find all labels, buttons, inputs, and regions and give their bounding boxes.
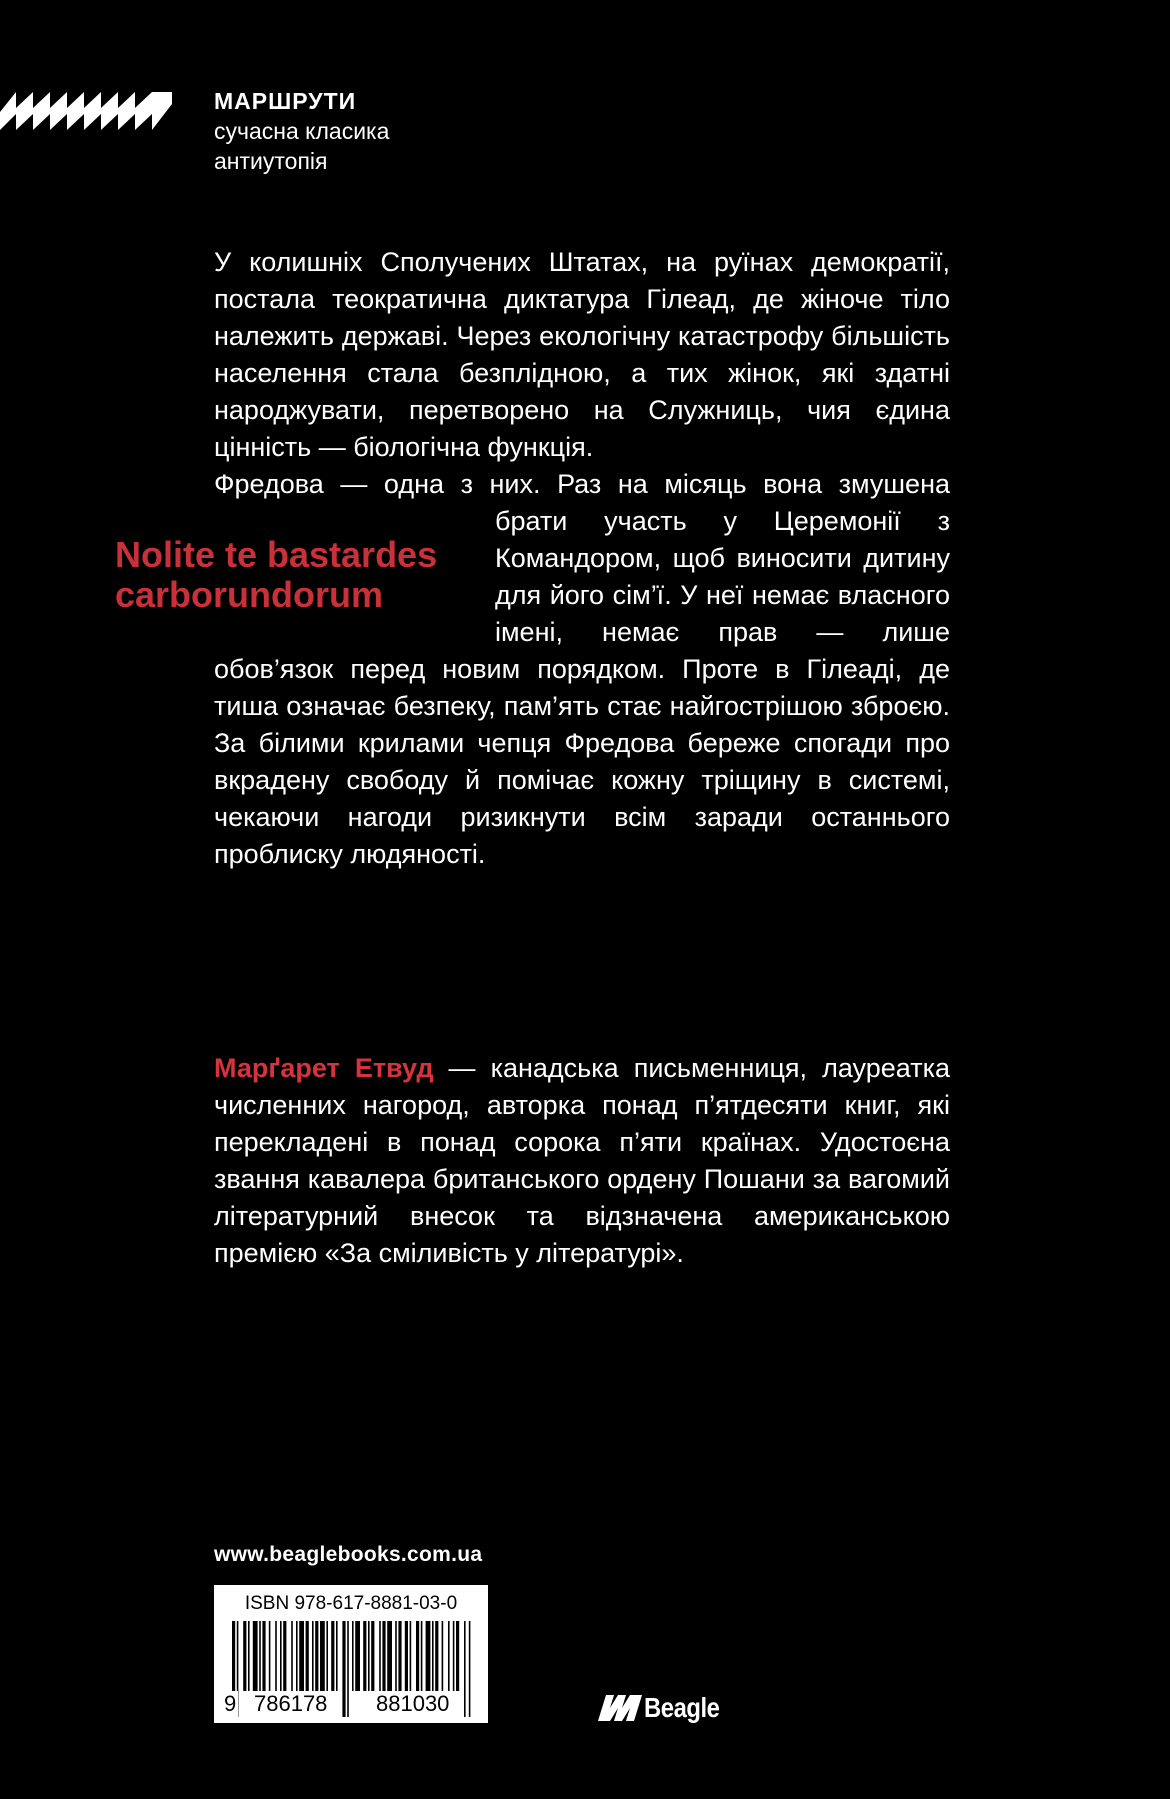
series-title: МАРШРУТИ	[214, 88, 357, 114]
barcode-digit-first: 9	[224, 1691, 237, 1716]
description-text-2-wrap: брати участь у Церемонії з Командором, щоб виносити дитину для його сім’ї. У неї немає власного імені, немає прав — лише	[495, 506, 950, 647]
description-paragraph-2-tail	[214, 651, 950, 873]
series-genre: антиутопія	[214, 148, 328, 174]
barcode-digits	[224, 1689, 478, 1721]
description-paragraph-1	[214, 244, 950, 466]
description-paragraph-2-wrap	[495, 503, 950, 651]
barcode-digits-left: 786178	[254, 1691, 328, 1716]
publisher-logo	[598, 1692, 733, 1724]
description-text-2-tail: обов’язок перед новим порядком. Проте в Гілеаді, де тиша означає безпеку, пам’ять стає найгострішою зброєю. За білими крилами чепця Фредова береже спогади про вкрадену свободу й помічає кожну тріщину в системі, чекаючи нагоди ризикнути всім заради останнього проблиску людяності.	[214, 654, 950, 869]
series-block	[214, 86, 389, 176]
motto-quote	[115, 535, 475, 615]
motto-line-1: Nolite te bastardes	[115, 534, 438, 575]
description-text-2-head: Фредова — одна з них. Раз на місяць вона змушена	[214, 469, 950, 499]
author-name: Марґарет Етвуд	[214, 1053, 434, 1083]
beagle-logo-icon	[598, 1695, 642, 1721]
description-text-1: У колишніх Сполучених Штатах, на руїнах демократії, постала теократична диктатура Гілеад, де жіноче тіло належить державі. Через екологічну катастрофу більшість населення стала безплідною, а тих жінок, які здатні народжувати, перетворено на Служниць, чия єдина цінність — біологічна функція.	[214, 247, 950, 462]
author-bio	[214, 1050, 950, 1272]
motto-line-2: carborundorum	[115, 574, 384, 615]
isbn-number: ISBN 978-617-8881-03-0	[244, 1593, 458, 1614]
isbn-barcode	[214, 1585, 488, 1723]
publisher-website: www.beaglebooks.com.ua	[214, 1543, 483, 1566]
series-logo-icon	[0, 86, 172, 136]
series-subtitle: сучасна класика	[214, 118, 390, 144]
author-bio-text: — канадська письменниця, лауреатка численних нагород, авторка понад п’ятдесяти книг, які перекладені в понад сорока п’яти країнах. Удостоєна звання кавалера британського ордену Пошани за вагомий літературний внесок та відзначена американською премією «За сміливість у літературі».	[214, 1053, 951, 1268]
publisher-name: Beagle	[644, 1692, 720, 1723]
barcode-digits-right: 881030	[376, 1691, 450, 1716]
description-paragraph-2-head	[214, 466, 950, 503]
